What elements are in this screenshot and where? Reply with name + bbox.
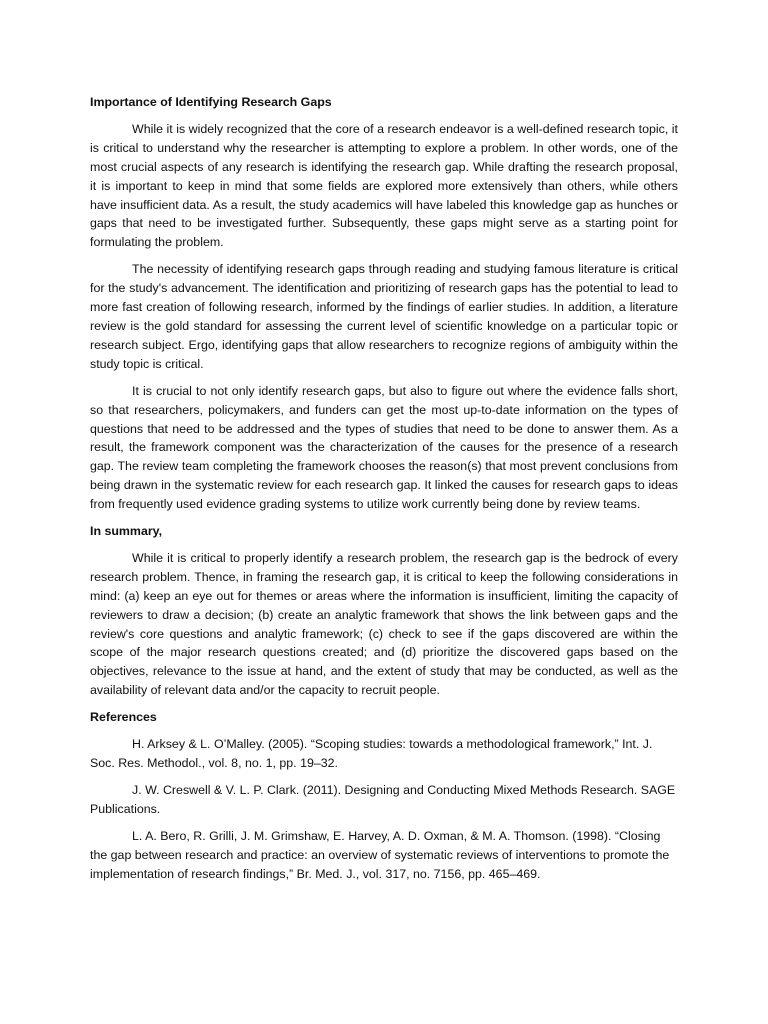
body-paragraph-3: It is crucial to not only identify research gaps, but also to figure out where the evidence falls short, so that researchers, policymakers, and funders can get the most up-to-date information on the types of questions that need to be addressed and the types of studies that need to be done to answer them. As a result, the framework component was the characterization of the causes for the presence of a research gap. The review team completing the framework chooses the reason(s) that most prevent conclusions from being drawn in the systematic review for each research gap. It linked the causes for research gaps to ideas from frequently used evidence grading systems to utilize work currently being done by review teams.	[90, 383, 678, 512]
reference-item-3: L. A. Bero, R. Grilli, J. M. Grimshaw, E. Harvey, A. D. Oxman, & M. A. Thomson. (1998). “Closing the gap between research and practice: an overview of systematic reviews of interventions to promote the implementation of research findings,” Br. Med. J., vol. 317, no. 7156, pp. 465–469.	[90, 828, 670, 881]
body-paragraph-2: The necessity of identifying research gaps through reading and studying famous literature is critical for the study's advancement. The identification and prioritizing of research gaps has the potential to lead to more fast creation of following research, informed by the findings of earlier studies. In addition, a literature review is the gold standard for assessing the current level of scientific knowledge on a particular topic or research subject. Ergo, identifying gaps that allow researchers to recognize regions of ambiguity within the study topic is critical.	[90, 262, 678, 371]
summary-paragraph: While it is critical to properly identify a research problem, the research gap is the bedrock of every research problem. Thence, in framing the research gap, it is critical to keep the following considerations in mind: (a) keep an eye out for themes or areas where the information is insufficient, limiting the capacity of reviewers to draw a decision; (b) create an analytic framework that shows the link between gaps and the review's core questions and analytic framework; (c) check to see if the gaps discovered are within the scope of the major research questions created; and (d) prioritize the discovered gaps based on the objectives, relevance to the issue at hand, and the extent of study that may be conducted, as well as the availability of relevant data and/or the capacity to recruit people.	[90, 550, 678, 698]
body-paragraph-1: While it is widely recognized that the core of a research endeavor is a well-defined research topic, it is critical to understand why the researcher is attempting to explore a problem. In other words, one of the most crucial aspects of any research is identifying the research gap. While drafting the research proposal, it is important to keep in mind that some fields are explored more extensively than others, while others have insufficient data. As a result, the study academics will have labeled this knowledge gap as hunches or gaps that need to be investigated further. Subsequently, these gaps might serve as a starting point for formulating the problem.	[90, 121, 678, 250]
document-title: Importance of Identifying Research Gaps	[90, 95, 332, 109]
document-body	[90, 93, 678, 891]
reference-item-2: J. W. Creswell & V. L. P. Clark. (2011). Designing and Conducting Mixed Methods Research. SAGE Publications.	[90, 782, 676, 816]
summary-heading: In summary,	[90, 524, 163, 539]
references-heading: References	[90, 710, 157, 725]
reference-item-1: H. Arksey & L. O’Malley. (2005). “Scoping studies: towards a methodological framework,” Int. J. Soc. Res. Methodol., vol. 8, no. 1, pp. 19–32.	[90, 737, 653, 770]
